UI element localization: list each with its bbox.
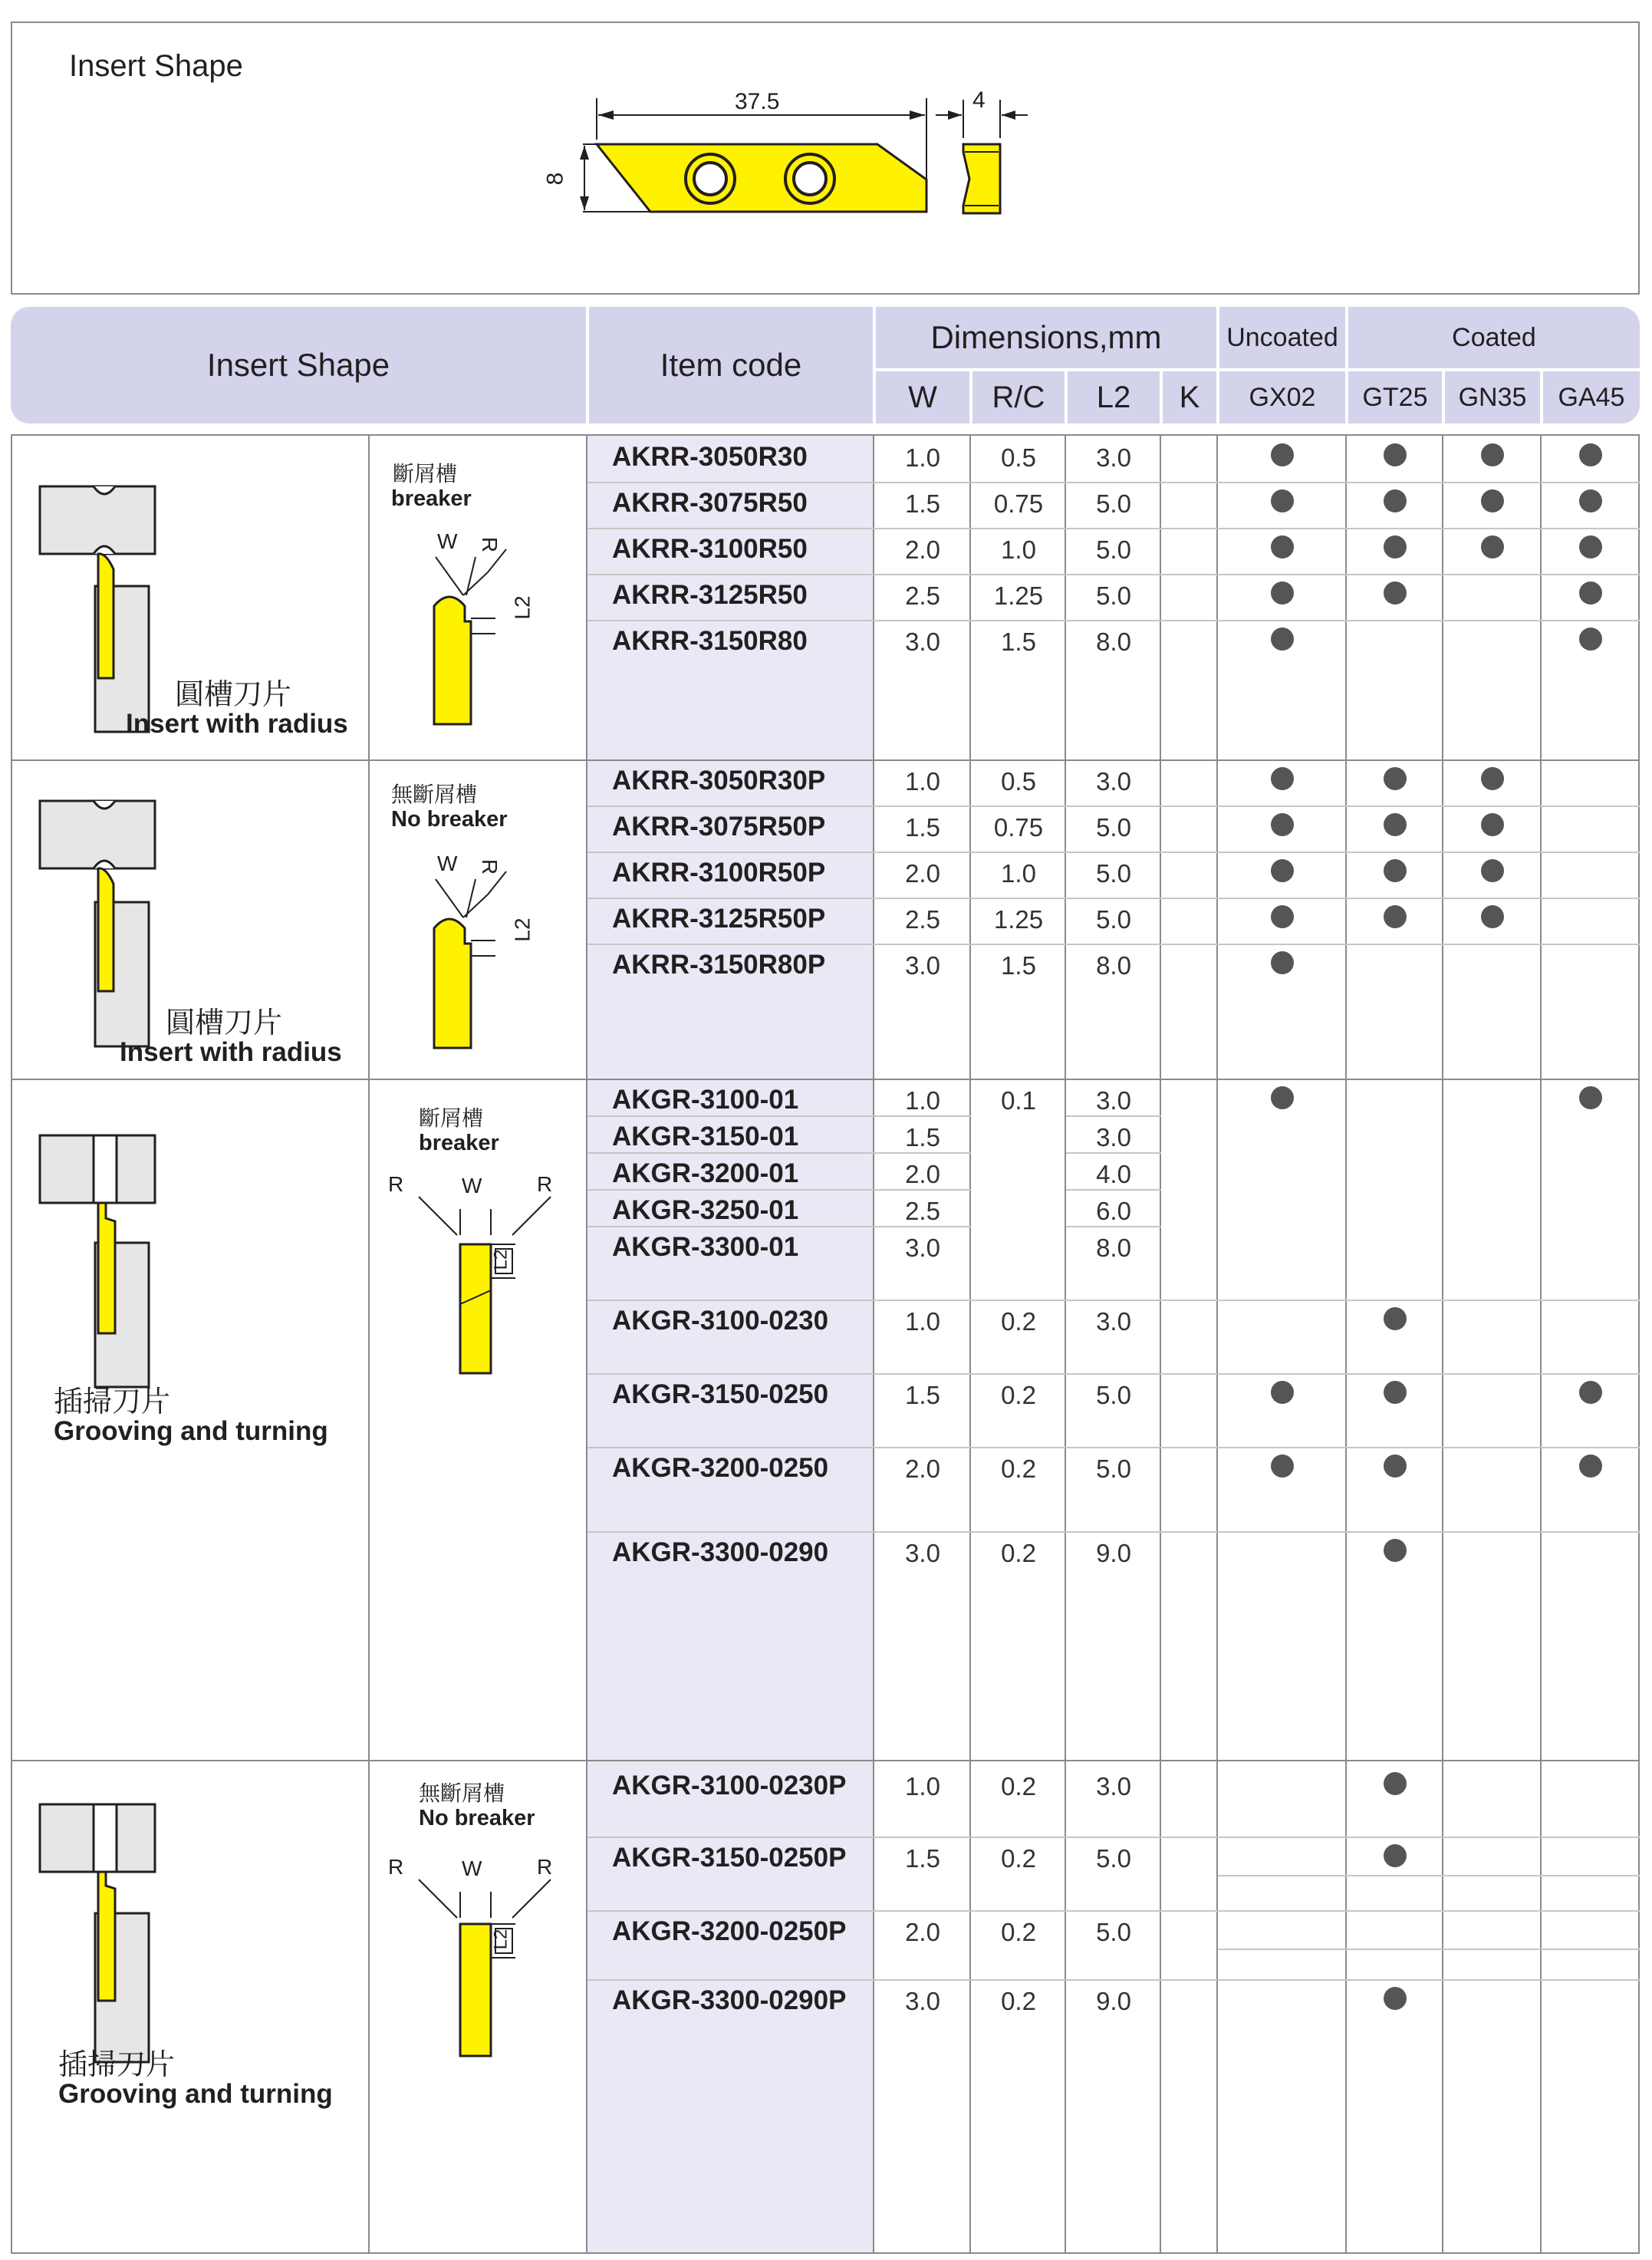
item-code: AKGR-3150-0250P (612, 1843, 847, 1873)
row-divider (587, 1226, 971, 1227)
availability-dot (1579, 535, 1602, 558)
item-code: AKRR-3125R50P (612, 904, 826, 934)
row-divider (874, 944, 1640, 945)
header-insert-shape: Insert Shape (11, 307, 586, 423)
item-code: AKRR-3050R30 (612, 442, 808, 472)
dim-w: 3.0 (905, 1987, 940, 2015)
section-2-l2: L2 (510, 918, 535, 942)
dim-l2: 9.0 (1096, 1539, 1131, 1567)
dim-rc: 1.5 (1001, 951, 1036, 980)
item-code: AKRR-3150R80P (612, 950, 826, 980)
section-3-r-left: R (388, 1172, 404, 1196)
no-breaker-grooving-diagram (0, 0, 614, 2071)
section-3-type-zh: 斷屑槽 (419, 1106, 484, 1130)
dim-rc: 0.2 (1001, 1455, 1036, 1483)
availability-dot (1271, 1381, 1294, 1404)
availability-dot (1384, 1772, 1407, 1795)
row-divider (874, 1447, 1640, 1448)
section-1-l2: L2 (510, 595, 535, 620)
insert-side-view (963, 144, 1000, 213)
dim-w: 1.5 (905, 813, 940, 842)
dim-rc: 0.2 (1001, 1987, 1036, 2015)
header-dimensions: Dimensions,mm (876, 307, 1216, 368)
row-divider (874, 1300, 1640, 1301)
section-3-label-en: Grooving and turning (54, 1416, 328, 1446)
dim-l2: 3.0 (1096, 1086, 1131, 1115)
row-divider (587, 805, 874, 807)
dim-rc: 0.75 (993, 813, 1044, 842)
dim-l2: 3.0 (1096, 443, 1131, 472)
dim-w: 2.0 (905, 1455, 940, 1483)
row-divider (587, 1115, 971, 1117)
availability-dot (1481, 489, 1504, 512)
dim-rc: 0.2 (1001, 1539, 1036, 1567)
header-coated: Coated (1348, 307, 1640, 368)
dim-rc: 0.2 (1001, 1381, 1036, 1409)
row-divider (874, 852, 1640, 853)
row-divider (587, 1837, 874, 1838)
section-4-label-zh: 插掃刀片 (58, 2049, 176, 2081)
header-k: K (1163, 371, 1216, 423)
row-divider (874, 1837, 1640, 1838)
dim-l2: 5.0 (1096, 1844, 1131, 1873)
dim-w: 2.0 (905, 535, 940, 564)
availability-dot (1271, 489, 1294, 512)
dim-w: 1.0 (905, 1086, 940, 1115)
availability-dot (1384, 1539, 1407, 1562)
availability-dot (1384, 581, 1407, 605)
section-2-r: R (478, 858, 502, 875)
section-2-type-en: No breaker (391, 807, 508, 832)
dim-l2: 8.0 (1096, 628, 1131, 656)
row-divider (587, 1300, 874, 1301)
row-divider (587, 898, 874, 899)
header-w: W (876, 371, 969, 423)
section-3-type-en: breaker (419, 1131, 499, 1155)
dim-rc: 1.5 (1001, 628, 1036, 656)
row-divider (587, 1531, 874, 1533)
dim-l2: 9.0 (1096, 1987, 1131, 2015)
header-gx02: GX02 (1219, 371, 1345, 423)
dim-l2: 5.0 (1096, 1455, 1131, 1483)
section-2-type-zh: 無斷屑槽 (391, 782, 478, 806)
dim-l2: 8.0 (1096, 1234, 1131, 1262)
availability-dot (1271, 767, 1294, 790)
dim-w: 2.5 (905, 1197, 940, 1225)
item-code: AKGR-3100-0230P (612, 1771, 847, 1800)
dim-l2: 5.0 (1096, 813, 1131, 842)
row-divider (587, 528, 874, 529)
row-divider (587, 1447, 874, 1448)
dim-l2: 3.0 (1096, 1307, 1131, 1336)
availability-dot (1384, 905, 1407, 928)
availability-dot (1384, 489, 1407, 512)
dim-l2: 5.0 (1096, 905, 1131, 934)
dim-thickness-label: 4 (972, 87, 986, 113)
insert-body-shape (597, 144, 926, 212)
item-code: AKRR-3050R30P (612, 766, 826, 796)
row-divider (587, 1152, 971, 1154)
availability-dot (1481, 905, 1504, 928)
row-divider (874, 805, 1640, 807)
dim-l2: 5.0 (1096, 859, 1131, 888)
availability-dot (1271, 951, 1294, 974)
row-divider (874, 1373, 1640, 1375)
dim-l2: 8.0 (1096, 951, 1131, 980)
row-divider (587, 944, 874, 945)
dim-length-label: 37.5 (735, 89, 780, 114)
dim-w: 2.5 (905, 905, 940, 934)
item-code: AKGR-3150-01 (612, 1122, 799, 1151)
item-code: AKGR-3200-0250 (612, 1453, 829, 1483)
row-divider (1066, 1189, 1161, 1191)
item-code: AKRR-3150R80 (612, 626, 808, 656)
row-divider (587, 574, 874, 575)
availability-dot (1271, 581, 1294, 605)
dim-w: 2.5 (905, 581, 940, 610)
availability-dot (1579, 628, 1602, 651)
dim-rc: 0.5 (1001, 443, 1036, 472)
row-divider (587, 482, 874, 483)
item-code: AKGR-3300-01 (612, 1232, 799, 1262)
dim-w: 1.0 (905, 767, 940, 796)
dim-w: 1.5 (905, 1123, 940, 1151)
availability-dot (1384, 1455, 1407, 1478)
dim-l2: 3.0 (1096, 1123, 1131, 1151)
availability-dot (1271, 628, 1294, 651)
section-4-w: W (462, 1856, 482, 1880)
section-1-r: R (478, 536, 502, 553)
availability-dot (1384, 1381, 1407, 1404)
dim-w: 1.0 (905, 1307, 940, 1336)
item-code: AKGR-3250-01 (612, 1195, 799, 1225)
header-ga45: GA45 (1543, 371, 1640, 423)
availability-dot (1271, 905, 1294, 928)
header-item-code: Item code (589, 307, 873, 423)
section-1-type-en: breaker (391, 486, 472, 511)
item-code: AKRR-3100R50P (612, 858, 826, 888)
row-divider (587, 852, 874, 853)
dim-rc: 1.25 (993, 581, 1044, 610)
section-3-r-right: R (537, 1172, 553, 1196)
dim-rc: 0.2 (1001, 1844, 1036, 1873)
availability-dot (1271, 1455, 1294, 1478)
dim-w: 3.0 (905, 1539, 940, 1567)
availability-dot (1271, 859, 1294, 882)
row-divider (874, 1979, 1640, 1981)
header-rc: R/C (972, 371, 1065, 423)
dim-w: 2.0 (905, 1160, 940, 1188)
dim-w: 2.0 (905, 859, 940, 888)
row-divider (874, 574, 1640, 575)
dim-w: 3.0 (905, 1234, 940, 1262)
item-code: AKGR-3100-0230 (612, 1306, 829, 1336)
dim-rc: 0.2 (1001, 1307, 1036, 1336)
row-divider (874, 528, 1640, 529)
availability-dot (1384, 1307, 1407, 1330)
dim-rc: 1.0 (1001, 535, 1036, 564)
item-code: AKGR-3300-0290P (612, 1985, 847, 2015)
row-divider (587, 1910, 874, 1912)
dim-rc: 0.2 (1001, 1772, 1036, 1800)
row-divider (587, 620, 874, 621)
dim-w: 3.0 (905, 628, 940, 656)
section-4-label-en: Grooving and turning (58, 2079, 333, 2109)
section-4-r-right: R (537, 1855, 553, 1879)
dim-l2: 6.0 (1096, 1197, 1131, 1225)
dim-l2: 3.0 (1096, 767, 1131, 796)
section-1-label-en: Insert with radius (126, 709, 348, 739)
item-code: AKGR-3150-0250 (612, 1379, 829, 1409)
row-divider (587, 1373, 874, 1375)
section-1-label-zh: 圓槽刀片 (175, 679, 292, 711)
dim-w: 1.5 (905, 489, 940, 518)
dim-rc: 0.5 (1001, 767, 1036, 796)
section-2-w: W (437, 852, 458, 875)
row-divider (1066, 1115, 1161, 1117)
availability-dot (1579, 1381, 1602, 1404)
availability-dot (1384, 813, 1407, 836)
availability-dot (1579, 443, 1602, 466)
dim-height-label: 8 (542, 172, 568, 186)
insert-shape-title: Insert Shape (69, 49, 243, 83)
item-code: AKGR-3100-01 (612, 1085, 799, 1115)
section-4-type-en: No breaker (419, 1806, 535, 1830)
item-code: AKGR-3200-0250P (612, 1916, 847, 1946)
dim-rc: 0.75 (993, 489, 1044, 518)
item-code: AKRR-3075R50 (612, 488, 808, 518)
availability-dot (1481, 443, 1504, 466)
dim-l2: 3.0 (1096, 1772, 1131, 1800)
section-3-l2: L2 (490, 1249, 512, 1270)
row-divider (874, 482, 1640, 483)
row-divider (1218, 1949, 1640, 1950)
item-code: AKRR-3125R50 (612, 580, 808, 610)
section-3-w: W (462, 1174, 482, 1198)
row-divider (874, 898, 1640, 899)
availability-dot (1481, 813, 1504, 836)
header-gn35: GN35 (1445, 371, 1540, 423)
dim-w: 1.0 (905, 443, 940, 472)
dim-rc: 0.2 (1001, 1918, 1036, 1946)
item-code: AKRR-3075R50P (612, 812, 826, 842)
availability-dot (1481, 535, 1504, 558)
section-4-l2: L2 (490, 1929, 512, 1950)
dim-w: 1.5 (905, 1381, 940, 1409)
row-divider (874, 1531, 1640, 1533)
availability-dot (1271, 813, 1294, 836)
dim-rc: 1.0 (1001, 859, 1036, 888)
availability-dot (1384, 767, 1407, 790)
section-3-label-zh: 插掃刀片 (54, 1386, 171, 1418)
header-uncoated: Uncoated (1219, 307, 1345, 368)
dim-w: 1.0 (905, 1772, 940, 1800)
availability-dot (1579, 489, 1602, 512)
section-4-type-zh: 無斷屑槽 (419, 1781, 505, 1805)
availability-dot (1481, 767, 1504, 790)
header-gt25: GT25 (1348, 371, 1442, 423)
row-divider (587, 1189, 971, 1191)
dim-l2: 5.0 (1096, 1918, 1131, 1946)
availability-dot (1384, 443, 1407, 466)
dim-rc: 1.25 (993, 905, 1044, 934)
dim-l2: 5.0 (1096, 489, 1131, 518)
row-divider (587, 1979, 874, 1981)
dim-w: 2.0 (905, 1918, 940, 1946)
section-4-r-left: R (388, 1855, 404, 1879)
availability-dot (1271, 1086, 1294, 1109)
dim-l2: 5.0 (1096, 1381, 1131, 1409)
row-divider (874, 620, 1640, 621)
row-divider (1066, 1226, 1161, 1227)
availability-dot (1579, 1086, 1602, 1109)
dim-l2: 5.0 (1096, 535, 1131, 564)
availability-dot (1271, 535, 1294, 558)
availability-dot (1271, 443, 1294, 466)
section-1-w: W (437, 529, 458, 553)
availability-dot (1384, 1987, 1407, 2010)
dim-l2: 5.0 (1096, 581, 1131, 610)
section-2-label-en: Insert with radius (120, 1037, 342, 1067)
item-code: AKGR-3300-0290 (612, 1537, 829, 1567)
row-divider (1066, 1152, 1161, 1154)
availability-dot (1481, 859, 1504, 882)
dim-w: 1.5 (905, 1844, 940, 1873)
availability-dot (1579, 1455, 1602, 1478)
row-divider (874, 1910, 1640, 1912)
availability-dot (1579, 581, 1602, 605)
availability-dot (1384, 859, 1407, 882)
item-code: AKRR-3100R50 (612, 534, 808, 564)
item-code: AKGR-3200-01 (612, 1158, 799, 1188)
dim-rc: 0.1 (1001, 1086, 1036, 1115)
header-l2: L2 (1068, 371, 1160, 423)
row-divider (1218, 1875, 1640, 1876)
section-2-label-zh: 圓槽刀片 (166, 1007, 283, 1039)
availability-dot (1384, 535, 1407, 558)
dim-w: 3.0 (905, 951, 940, 980)
section-1-type-zh: 斷屑槽 (393, 462, 458, 486)
dim-l2: 4.0 (1096, 1160, 1131, 1188)
availability-dot (1384, 1844, 1407, 1867)
